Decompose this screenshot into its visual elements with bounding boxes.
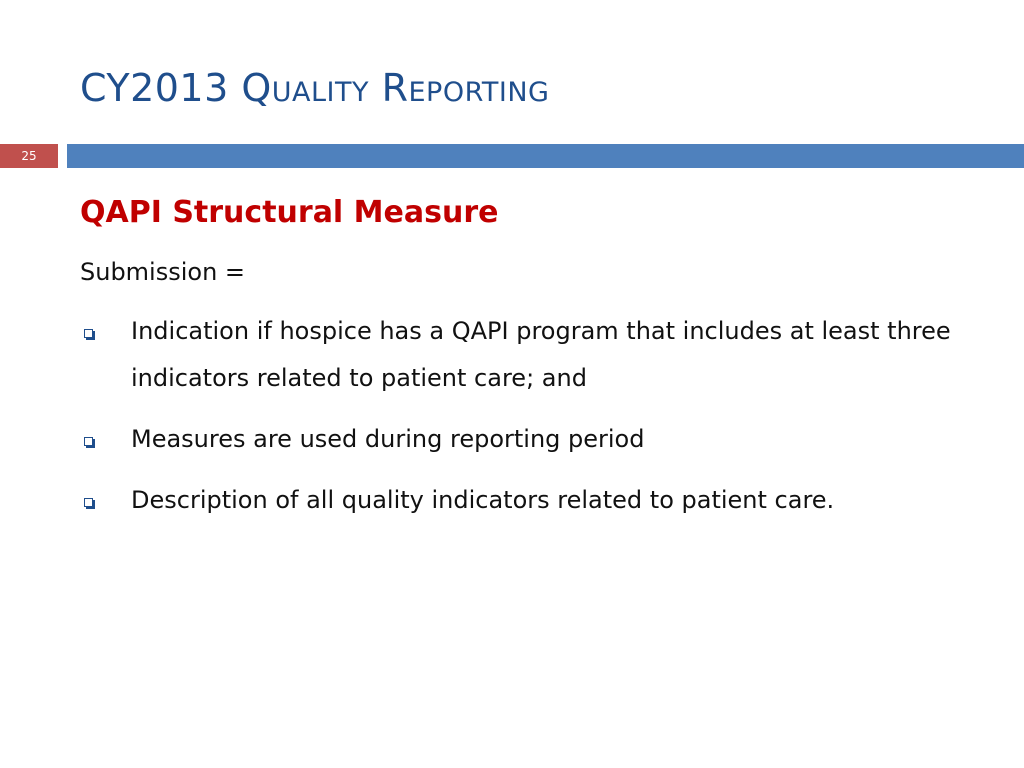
section-heading: QAPI Structural Measure [80, 195, 499, 230]
bullet-text: Indication if hospice has a QAPI program that includes at least three indicators related to patient care; and [131, 317, 951, 392]
slide-number: 25 [21, 149, 37, 163]
bullet-item [80, 416, 980, 463]
submission-label: Submission = [80, 258, 246, 286]
hollow-square-bullet-icon [84, 329, 93, 338]
slide-title: CY2013 Quality Reporting [80, 66, 550, 110]
slide-number-badge [0, 144, 58, 168]
bullet-text: Description of all quality indicators related to patient care. [131, 486, 835, 514]
hollow-square-bullet-icon [84, 437, 93, 446]
bullet-text: Measures are used during reporting period [131, 425, 645, 453]
bullet-list [80, 308, 980, 538]
hollow-square-bullet-icon [84, 498, 93, 507]
title-divider-bar [67, 144, 1024, 168]
bullet-item [80, 477, 980, 524]
bullet-item [80, 308, 980, 402]
